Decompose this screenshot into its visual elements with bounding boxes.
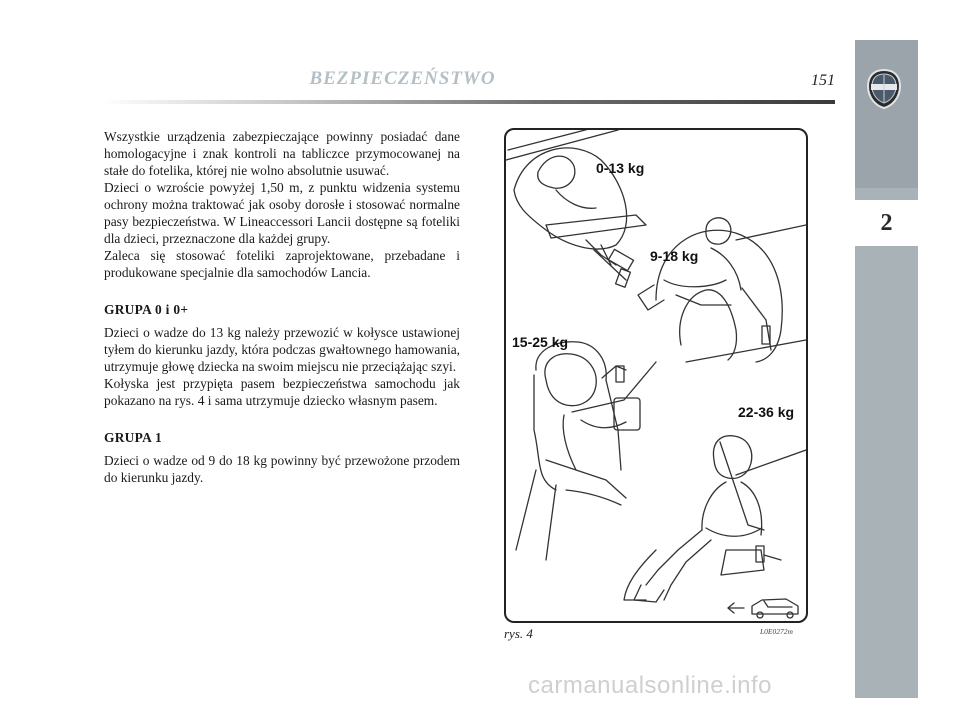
section-title: BEZPIECZEŃSTWO (309, 68, 496, 89)
figure-caption: rys. 4 (504, 626, 533, 641)
child-seats-illustration (506, 130, 806, 621)
direction-car-icon (728, 599, 798, 618)
body-text (104, 128, 460, 486)
side-tab-logo-area (855, 40, 918, 188)
page-number: 151 (811, 72, 835, 89)
label-group-2: 15-25 kg (512, 334, 569, 350)
figure-code: L0E0272m (760, 627, 793, 636)
paragraph-recommendation: Zaleca się stosować foteliki zaprojektowane, przebadane i produkowane specjalnie dla samochodów Lancia. (104, 248, 460, 280)
heading-group-0: GRUPA 0 i 0+ (104, 302, 189, 317)
header-rule (100, 100, 835, 104)
paragraph-group-0-a: Dzieci o wadze do 13 kg należy przewozić w kołysce ustawionej tyłem do kierunku jazdy, która podczas gwałtownego hamowania, utrzymuje głowę dziecka na swoim miejscu nie przeciążając szyi. (104, 325, 460, 374)
label-group-0: 0-13 kg (596, 160, 645, 176)
booster-cushion-drawing (624, 436, 806, 602)
paragraph-height: Dzieci o wzroście powyżej 1,50 m, z punktu widzenia systemu ochrony można traktować jak osoby dorosłe i stosować normalne pasy bezpieczeństwa. W Lineaccessori Lancii dostępne są foteliki dla dzieci, przeznaczone dla każdej grupy. (104, 180, 460, 246)
lancia-logo-icon (865, 68, 903, 110)
figure-child-seats (504, 128, 808, 623)
booster-backrest-drawing (516, 342, 656, 560)
heading-group-1: GRUPA 1 (104, 430, 163, 445)
paragraph-group-1: Dzieci o wadze od 9 do 18 kg powinny być przewożone przodem do kierunku jazdy. (104, 453, 460, 485)
paragraph-group-0-b: Kołyska jest przypięta pasem bezpieczeństwa samochodu jak pokazano na rys. 4 i sama utrzymuje dziecko własnym pasem. (104, 376, 460, 408)
watermark: carmanualsonline.info (528, 672, 772, 699)
label-group-1: 9-18 kg (650, 248, 699, 264)
toddler-seat-drawing (638, 218, 806, 362)
infant-carrier-drawing (506, 130, 646, 287)
chapter-number: 2 (855, 200, 918, 246)
label-group-3: 22-36 kg (738, 404, 795, 420)
paragraph-homologation: Wszystkie urządzenia zabezpieczające powinny posiadać dane homologacyjne i znak kontroli na tabliczce przymocowanej na stałe do fotelika, której nie wolno absolutnie usuwać. (104, 129, 460, 178)
